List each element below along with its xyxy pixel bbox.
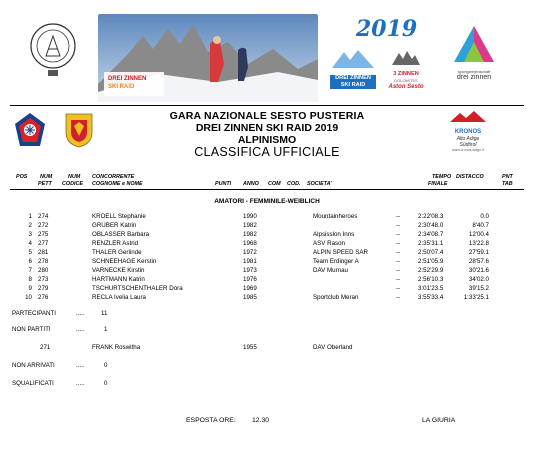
result-club: Team Erdinger A [313, 258, 359, 265]
result-dash: -- [396, 231, 401, 238]
result-gap: 28'57.6 [468, 258, 489, 265]
result-dash: -- [396, 222, 401, 229]
table-row [0, 285, 534, 294]
result-name: THALER Gerlinde [92, 249, 142, 256]
result-time: 2:30'48.0 [418, 222, 444, 229]
result-year: 1973 [243, 267, 257, 274]
result-year: 1982 [243, 231, 257, 238]
col-tempo: TEMPO [432, 174, 452, 180]
squalificati-value: 0 [104, 380, 108, 387]
sponsor-logo-sportgemeinschaft [446, 24, 502, 88]
result-club: Sportclub Meran [313, 294, 359, 301]
kronos-name: KRONOS [454, 129, 482, 135]
col-tab: TAB [502, 181, 513, 187]
result-time: 2:50'07.4 [418, 249, 444, 256]
result-pett: 277 [38, 240, 49, 247]
result-pos: 3 [28, 231, 32, 238]
result-pos: 9 [28, 285, 32, 292]
result-pett: 278 [38, 258, 49, 265]
result-pett: 272 [38, 222, 49, 229]
table-row [0, 276, 534, 285]
sponsor4-line1: sportgemeinschaft [457, 69, 491, 74]
dns-year: 1955 [243, 344, 257, 351]
col-num-2: NUM [68, 174, 81, 180]
result-pos: 6 [28, 258, 32, 265]
result-club: ALPIN SPEED SAR [313, 249, 369, 256]
title-line-1: GARA NAZIONALE SESTO PUSTERIA [169, 110, 365, 122]
result-time: 2:56'10.3 [418, 276, 444, 283]
col-societa: SOCIETA' [307, 181, 332, 187]
top-rule [10, 105, 524, 106]
result-time: 2:51'05.9 [418, 258, 444, 265]
fisi-crest-icon [14, 112, 46, 148]
result-dash: -- [396, 285, 401, 292]
result-club: ASV Rason [313, 240, 345, 247]
result-gap: 13'22.8 [468, 240, 489, 247]
squalificati-label: SQUALIFICATI [12, 380, 54, 387]
result-time: 3:01'23.5 [418, 285, 444, 292]
table-row [0, 258, 534, 267]
sponsor-logo-ski-raid [330, 48, 376, 88]
result-gap: 1:33'25.1 [463, 294, 489, 301]
banner-text-2: SKI RAID [108, 84, 135, 90]
col-pos: POS [16, 174, 28, 180]
result-pos: 7 [28, 267, 32, 274]
sponsor-logo-3-zinnen [386, 50, 426, 90]
year-logo: 2019 [356, 16, 418, 42]
result-year: 1982 [243, 222, 257, 229]
seal-logo [28, 16, 78, 80]
result-pett: 280 [38, 267, 49, 274]
title-line-3: ALPINISMO [237, 134, 297, 146]
dns-name: FRANK Roswitha [92, 344, 141, 351]
result-gap: 12'00.4 [468, 231, 489, 238]
non-arrivati-value: 0 [104, 362, 108, 369]
sponsor4-line2: drei zinnen [456, 74, 492, 81]
col-concorrente: CONCORRENTE [92, 174, 135, 180]
result-dash: -- [396, 294, 401, 301]
result-name: RECLA Ivelia Laura [92, 294, 146, 301]
col-cognome-nome: COGNOME e NOME [92, 181, 143, 187]
result-pett: 281 [38, 249, 49, 256]
result-gap: 34'02.0 [468, 276, 489, 283]
result-year: 1981 [243, 258, 257, 265]
result-time: 2:34'08.7 [418, 231, 444, 238]
partecipanti-value: 11 [101, 310, 108, 317]
result-dash: -- [396, 213, 401, 220]
result-name: KROELL Stephanie [92, 213, 146, 220]
result-year: 1972 [243, 249, 257, 256]
result-gap: 27'59.1 [468, 249, 489, 256]
title-line-4: CLASSIFICA UFFICIALE [194, 145, 340, 159]
result-pett: 276 [38, 294, 49, 301]
sponsor1-line2: SKI RAID [330, 82, 376, 89]
result-gap: 30'21.6 [468, 267, 489, 274]
col-pnt: PNT [502, 174, 513, 180]
tyrol-crest-icon [64, 112, 94, 148]
result-gap: 39'15.2 [468, 285, 489, 292]
kronos-sub-2: Südtirol [459, 142, 477, 148]
kronos-url: www.cronos.adige.it [452, 148, 484, 152]
category-title: AMATORI - FEMMINILE-WEIBLICH [214, 198, 320, 205]
non-arrivati-dots: ..... [76, 362, 85, 369]
non-partiti-value: 1 [104, 326, 108, 333]
dns-club: DAV Oberland [313, 344, 353, 351]
result-pos: 1 [28, 213, 32, 220]
squalificati-dots: ..... [76, 380, 85, 387]
banner-text-1: DREI ZINNEN [108, 76, 147, 82]
sponsor2-line1: 3 ZINNEN [393, 71, 419, 77]
table-row [0, 213, 534, 222]
result-time: 2:35'31.1 [418, 240, 444, 247]
result-dash: -- [396, 267, 401, 274]
col-codice: CODICE [62, 181, 83, 187]
giuria-label: LA GIURIA [422, 417, 456, 424]
kronos-logo [432, 110, 504, 158]
col-punti: PUNTI [215, 181, 232, 187]
result-pos: 5 [28, 249, 32, 256]
result-name: TSCHURTSCHENTHALER Dora [92, 285, 183, 292]
result-dash: -- [396, 240, 401, 247]
result-time: 2:22'08.3 [418, 213, 444, 220]
result-name: VARNECKE Kirstin [92, 267, 145, 274]
table-row [0, 249, 534, 258]
result-name: SCHNEEHAGE Kerstin [92, 258, 157, 265]
non-partiti-dots: ..... [76, 326, 85, 333]
result-year: 1985 [243, 294, 257, 301]
partecipanti-dots: ..... [76, 310, 85, 317]
dns-pett: 271 [40, 344, 51, 351]
partecipanti-label: PARTECIPANTI [12, 310, 57, 317]
banner-photo [98, 14, 318, 102]
table-row [0, 231, 534, 240]
result-dash: -- [396, 276, 401, 283]
result-dash: -- [396, 258, 401, 265]
result-year: 1969 [243, 285, 257, 292]
result-pos: 4 [28, 240, 32, 247]
result-year: 1976 [243, 276, 257, 283]
col-anno: ANNO [243, 181, 259, 187]
table-row [0, 294, 534, 303]
col-finale: FINALE [428, 181, 448, 187]
result-pos: 2 [28, 222, 32, 229]
table-row [0, 222, 534, 231]
result-year: 1968 [243, 240, 257, 247]
result-pett: 275 [38, 231, 49, 238]
col-com: COM [268, 181, 281, 187]
esposta-value: 12.30 [252, 417, 270, 424]
result-club: DAV Murnau [313, 267, 348, 274]
col-cod: COD. [287, 181, 301, 187]
non-partiti-label: NON PARTITI [12, 326, 51, 333]
col-pett: PETT [38, 181, 52, 187]
table-row [0, 240, 534, 249]
esposta-label: ESPOSTA ORE: [186, 417, 236, 424]
result-pos: 8 [28, 276, 32, 283]
result-pos: 10 [25, 294, 32, 301]
result-name: HARTMANN Katrin [92, 276, 145, 283]
sponsor1-line1: DREI ZINNEN [330, 75, 376, 82]
result-pett: 273 [38, 276, 49, 283]
result-club: Mountainheroes [313, 213, 358, 220]
result-club: Alpsisslon Inns [313, 231, 355, 238]
kronos-sub-1: Alto Adige [456, 136, 480, 142]
title-line-2: DREI ZINNEN SKI RAID 2019 [195, 122, 339, 134]
result-pett: 279 [38, 285, 49, 292]
result-gap: 8'40.7 [472, 222, 489, 229]
col-num: NUM [40, 174, 53, 180]
result-name: GRUBER Katrin [92, 222, 137, 229]
result-year: 1990 [243, 213, 257, 220]
non-arrivati-label: NON ARRIVATI [12, 362, 55, 369]
sponsor2-line2: DOLOMITES [394, 78, 418, 83]
table-row [0, 267, 534, 276]
result-gap: 0.0 [480, 213, 489, 220]
sponsor3: Aston Sesto [388, 84, 424, 90]
result-time: 2:52'29.9 [418, 267, 444, 274]
result-name: RENZLER Astrid [92, 240, 139, 247]
result-pett: 274 [38, 213, 49, 220]
col-distacco: DISTACCO [456, 174, 484, 180]
result-name: OBLASSER Barbara [92, 231, 150, 238]
column-header-rule [10, 189, 524, 190]
result-dash: -- [396, 249, 401, 256]
result-time: 3:55'33.4 [418, 294, 444, 301]
